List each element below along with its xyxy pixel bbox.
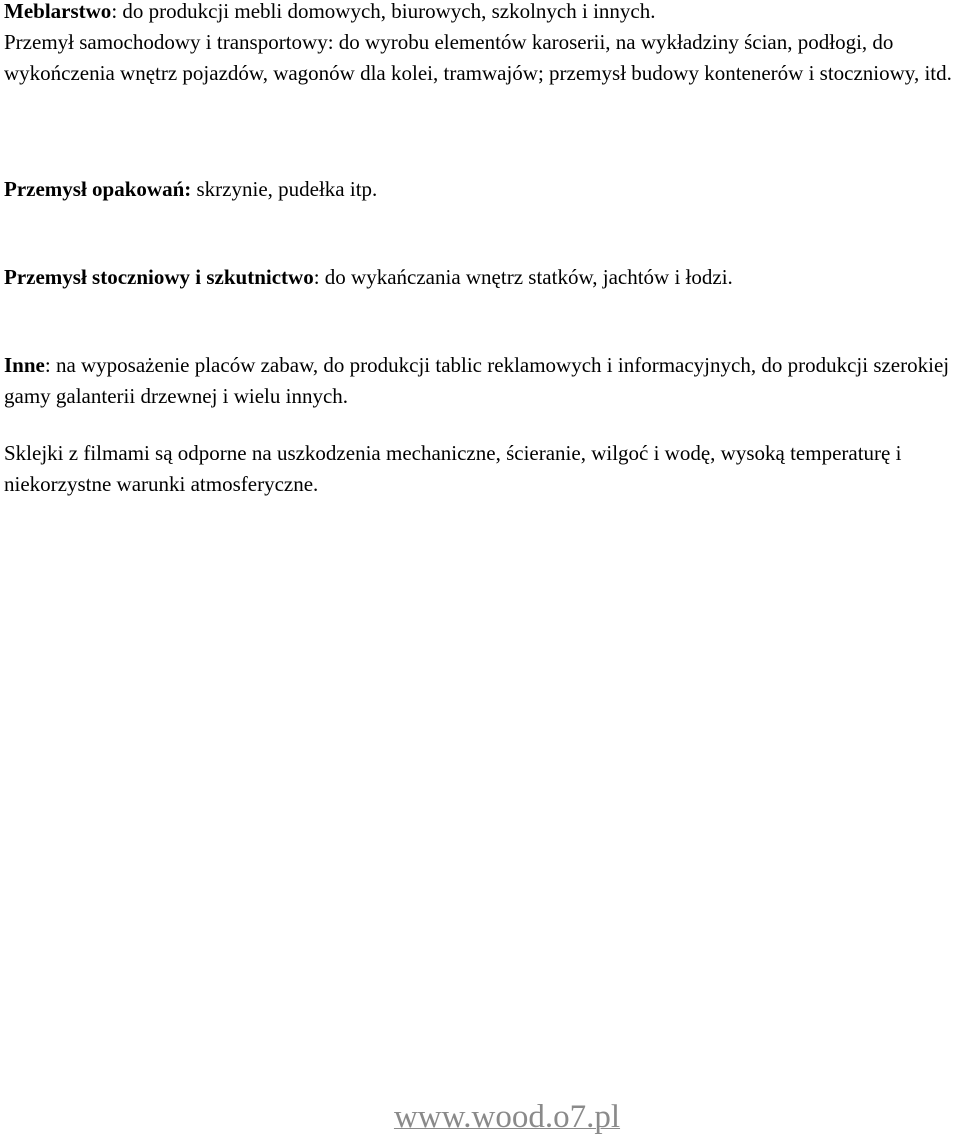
heading-shipbuilding: Przemysł stoczniowy i szkutnictwo (4, 265, 314, 289)
paragraph-shipbuilding (4, 262, 958, 293)
text-furniture: : do produkcji mebli domowych, biurowych, szkolnych i innych. (111, 0, 656, 23)
paragraph-film-plywood: Sklejki z filmami są odporne na uszkodzenia mechaniczne, ścieranie, wilgoć i wodę, wysoką temperaturę i niekorzystne warunki atmosferyczne. (4, 441, 902, 496)
paragraph-automotive: Przemył samochodowy i transportowy: do wyrobu elementów karoserii, na wykładziny ścian, podłogi, do wykończenia wnętrz pojazdów, wagonów dla kolei, tramwajów; przemysł budowy kontenerów i stoczniowy, itd. (4, 30, 952, 85)
section-furniture-and-transport (4, 0, 958, 89)
text-other: : na wyposażenie placów zabaw, do produkcji tablic reklamowych i informacyjnych, do produkcji szerokiej gamy galanterii drzewnej i wielu innych. (4, 353, 950, 408)
heading-packaging: Przemysł opakowań: (4, 177, 192, 201)
footer-link[interactable]: www.wood.o7.pl (393, 1099, 621, 1135)
heading-furniture: Meblarstwo (4, 0, 112, 23)
paragraph-other (4, 350, 958, 412)
heading-other: Inne (4, 353, 45, 377)
paragraph-packaging (4, 174, 958, 205)
paragraph-furniture (4, 0, 958, 27)
text-shipbuilding: : do wykańczania wnętrz statków, jachtów i łodzi. (313, 265, 733, 289)
text-packaging: skrzynie, pudełka itp. (191, 177, 378, 201)
